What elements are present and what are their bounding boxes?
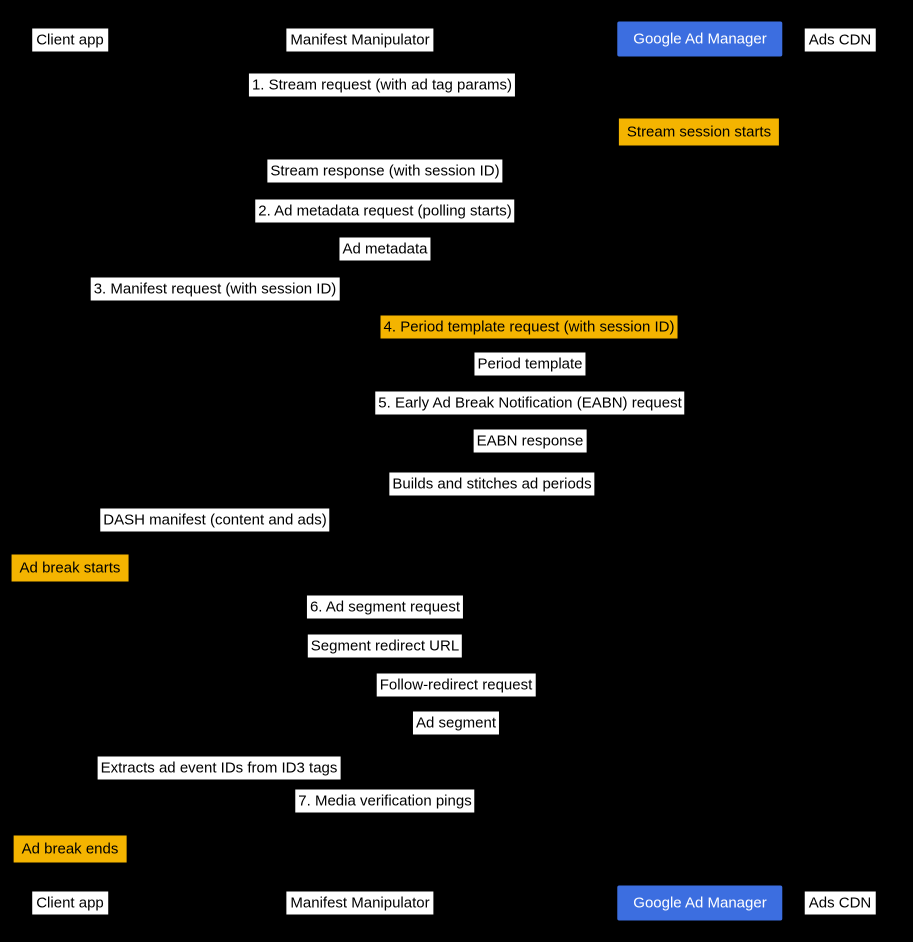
lifeline-client-app	[70, 57, 71, 885]
actor-top-manifest-manipulator: Manifest Manipulator	[286, 29, 433, 52]
message-label-2: Stream response (with session ID)	[267, 160, 502, 183]
message-label-4: Ad metadata	[339, 238, 430, 261]
lifeline-ads-cdn	[840, 57, 841, 885]
actor-bottom-client-app: Client app	[32, 892, 108, 915]
message-label-3: 2. Ad metadata request (polling starts)	[255, 200, 514, 223]
message-label-15: Ad segment	[413, 712, 499, 735]
actor-bottom-manifest-manipulator: Manifest Manipulator	[286, 892, 433, 915]
message-label-6: 4. Period template request (with session ID)	[381, 316, 678, 339]
lifeline-google-ad-manager	[700, 57, 701, 885]
message-label-5: 3. Manifest request (with session ID)	[91, 278, 340, 301]
actor-top-client-app: Client app	[32, 29, 108, 52]
actor-top-ads-cdn: Ads CDN	[805, 29, 876, 52]
message-label-7: Period template	[474, 353, 585, 376]
message-label-8: 5. Early Ad Break Notification (EABN) request	[375, 392, 684, 415]
message-label-13: Segment redirect URL	[308, 635, 462, 658]
note-stream-session-starts: Stream session starts	[619, 119, 779, 146]
message-label-11: DASH manifest (content and ads)	[100, 509, 329, 532]
actor-top-google-ad-manager: Google Ad Manager	[617, 22, 782, 57]
message-label-17: 7. Media verification pings	[295, 790, 474, 813]
message-label-14: Follow-redirect request	[377, 674, 536, 697]
note-ad-break-ends: Ad break ends	[14, 836, 127, 863]
message-label-16: Extracts ad event IDs from ID3 tags	[98, 757, 341, 780]
message-label-10: Builds and stitches ad periods	[389, 473, 594, 496]
message-label-1: 1. Stream request (with ad tag params)	[249, 74, 515, 97]
note-ad-break-starts: Ad break starts	[12, 555, 129, 582]
actor-bottom-google-ad-manager: Google Ad Manager	[617, 886, 782, 921]
message-label-9: EABN response	[474, 430, 587, 453]
actor-bottom-ads-cdn: Ads CDN	[805, 892, 876, 915]
message-label-12: 6. Ad segment request	[307, 596, 463, 619]
